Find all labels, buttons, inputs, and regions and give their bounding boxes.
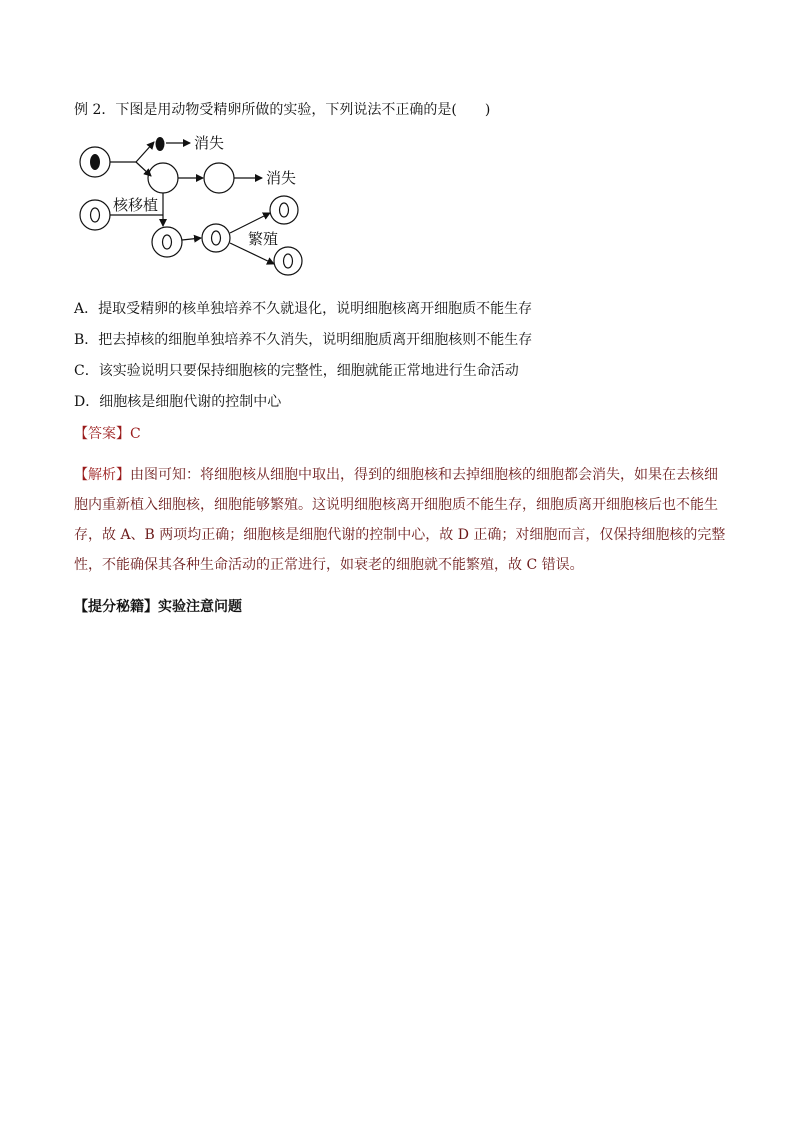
answer-label: 【答案】 <box>74 426 130 442</box>
label-disappear-2: 消失 <box>266 169 297 187</box>
donor-cell <box>80 200 110 230</box>
offspring-cell-2 <box>274 247 302 275</box>
question-text: 例 2．下图是用动物受精卵所做的实验，下列说法不正确的是( ) <box>74 102 491 118</box>
egg-nucleus-dark <box>90 154 100 170</box>
offspring-cell-1-nucleus <box>280 203 289 217</box>
option-c: C．该实验说明只要保持细胞核的完整性，细胞就能正常地进行生命活动 <box>74 363 519 379</box>
enucleated-cell-2 <box>204 163 234 193</box>
donor-cell-nucleus <box>91 208 100 222</box>
daughter-cell-nucleus <box>212 231 221 245</box>
experiment-diagram <box>74 128 314 278</box>
label-disappear-1: 消失 <box>194 134 225 152</box>
isolated-nucleus <box>156 137 165 151</box>
option-b: B．把去掉核的细胞单独培养不久消失，说明细胞质离开细胞核则不能生存 <box>74 332 533 348</box>
offspring-cell-1 <box>270 196 298 224</box>
answer-line <box>74 424 141 444</box>
reconstructed-cell <box>152 227 182 257</box>
label-reproduce: 繁殖 <box>248 230 279 248</box>
enucleated-cell <box>148 163 178 193</box>
arrow-to-daughter <box>182 238 201 240</box>
answer-value: C <box>130 426 141 442</box>
analysis-paragraph <box>74 460 726 580</box>
option-a: A．提取受精卵的核单独培养不久就退化，说明细胞核离开细胞质不能生存 <box>74 301 533 317</box>
option-d: D．细胞核是细胞代谢的控制中心 <box>74 394 282 410</box>
offspring-cell-2-nucleus <box>284 254 293 268</box>
analysis-label: 【解析】 <box>74 467 130 483</box>
daughter-cell <box>202 224 230 252</box>
arrow-split-to-nucleus <box>136 142 154 162</box>
reconstructed-cell-nucleus <box>163 235 172 249</box>
analysis-text: 由图可知：将细胞核从细胞中取出，得到的细胞核和去掉细胞核的细胞都会消失，如果在去核细胞内重新植入细胞核，细胞能够繁殖。这说明细胞核离开细胞质不能生存，细胞质离开细胞核后也不能生存，故 A、B 两项均正确；细胞核是细胞代谢的控制中心，故 D 正确；对细胞而言，仅保持细胞核的完整性，不能确保其各种生命活动的正常进行，如衰老的细胞就不能繁殖，故 C 错误。 <box>74 467 726 573</box>
label-transplant: 核移植 <box>113 196 159 214</box>
tips-heading: 【提分秘籍】实验注意问题 <box>74 599 242 615</box>
